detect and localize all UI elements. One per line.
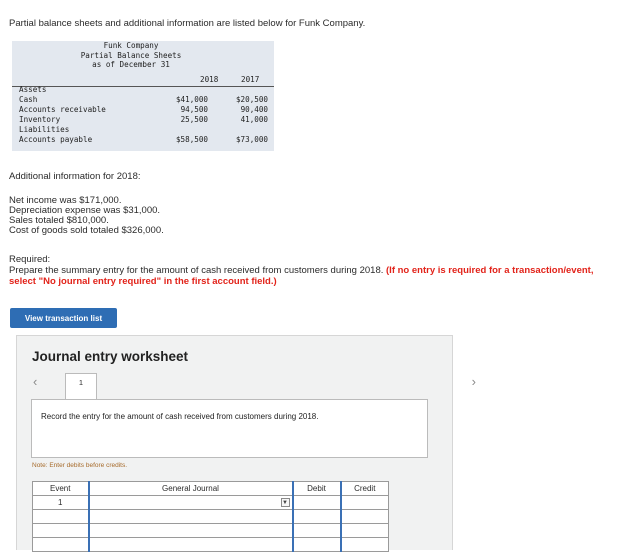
bs-row <box>19 85 271 95</box>
event-cell: 1 <box>33 496 89 510</box>
debit-input[interactable] <box>293 538 341 552</box>
col-event: Event <box>33 482 89 496</box>
year-2018: 2018 <box>200 75 219 84</box>
instruction-text: Record the entry for the amount of cash received from customers during 2018. <box>41 412 319 421</box>
credit-input[interactable] <box>341 496 389 510</box>
debit-input[interactable] <box>293 524 341 538</box>
col-debit: Debit <box>293 482 341 496</box>
bs-row <box>19 135 271 145</box>
journal-entry-worksheet <box>16 335 476 550</box>
bs-row <box>19 95 271 105</box>
year-2017: 2017 <box>241 75 260 84</box>
instruction-box <box>31 399 428 458</box>
worksheet-title: Journal entry worksheet <box>32 349 189 364</box>
bs-value-2017: 90,400 <box>240 105 268 114</box>
required-section <box>9 254 609 287</box>
account-select[interactable] <box>89 538 293 552</box>
table-row <box>33 524 389 538</box>
balance-sheet-header <box>12 41 274 70</box>
bs-label: Accounts payable <box>19 135 93 144</box>
bs-label: Liabilities <box>19 125 70 134</box>
account-select[interactable] <box>89 510 293 524</box>
bs-label: Accounts receivable <box>19 105 106 114</box>
bs-label: Inventory <box>19 115 61 124</box>
facts-list <box>9 196 164 236</box>
event-cell <box>33 510 89 524</box>
col-general-journal: General Journal <box>89 482 293 496</box>
bs-row <box>19 125 271 135</box>
bs-row <box>19 105 271 115</box>
fact-item: Depreciation expense was $31,000. <box>9 205 161 216</box>
debit-input[interactable] <box>293 510 341 524</box>
chevron-left-icon[interactable]: ‹ <box>33 374 38 389</box>
event-cell <box>33 538 89 552</box>
bs-value-2018: $41,000 <box>175 95 208 104</box>
balance-sheet <box>12 41 274 151</box>
fact-item: Sales totaled $810,000. <box>9 215 109 226</box>
fact-item: Cost of goods sold totaled $326,000. <box>9 225 164 236</box>
bs-value-2017: $73,000 <box>235 135 268 144</box>
worksheet-tab-1[interactable]: 1 <box>65 373 97 399</box>
table-row <box>33 496 389 510</box>
credit-input[interactable] <box>341 538 389 552</box>
view-transaction-list-button[interactable]: View transaction list <box>10 308 117 328</box>
journal-table <box>32 481 389 552</box>
account-select[interactable] <box>89 496 293 510</box>
debit-input[interactable] <box>293 496 341 510</box>
required-note: (If no entry is required for a transaction/event, select "No journal entry required" in the first account field.) <box>9 265 594 287</box>
table-row <box>33 510 389 524</box>
company-name: Funk Company <box>103 41 159 50</box>
account-select[interactable] <box>89 524 293 538</box>
balance-sheet-title: Partial Balance Sheets <box>80 50 182 60</box>
fact-item: Net income was $171,000. <box>9 195 122 206</box>
balance-sheet-date: as of December 31 <box>92 60 170 69</box>
dropdown-arrow-icon[interactable]: ▼ <box>282 500 288 506</box>
bs-value-2018: 94,500 <box>180 105 208 114</box>
table-row <box>33 538 389 552</box>
bs-label: Cash <box>19 95 38 104</box>
table-header-row <box>33 482 389 496</box>
bs-label: Assets <box>19 85 47 94</box>
credit-input[interactable] <box>341 524 389 538</box>
col-credit: Credit <box>341 482 389 496</box>
required-text: Prepare the summary entry for the amount of cash received from customers during 2018. <box>9 265 384 276</box>
bs-value-2018: $58,500 <box>175 135 208 144</box>
required-label: Required: <box>9 254 51 265</box>
chevron-right-icon[interactable]: › <box>471 374 476 389</box>
credit-input[interactable] <box>341 510 389 524</box>
bs-row <box>19 115 271 125</box>
event-cell <box>33 524 89 538</box>
bs-value-2018: 25,500 <box>180 115 208 124</box>
bs-value-2017: 41,000 <box>240 115 268 124</box>
additional-info-heading: Additional information for 2018: <box>9 171 141 182</box>
debits-note: Note: Enter debits before credits. <box>32 462 128 469</box>
intro-text: Partial balance sheets and additional information are listed below for Funk Company. <box>9 18 366 29</box>
bs-value-2017: $20,500 <box>235 95 268 104</box>
